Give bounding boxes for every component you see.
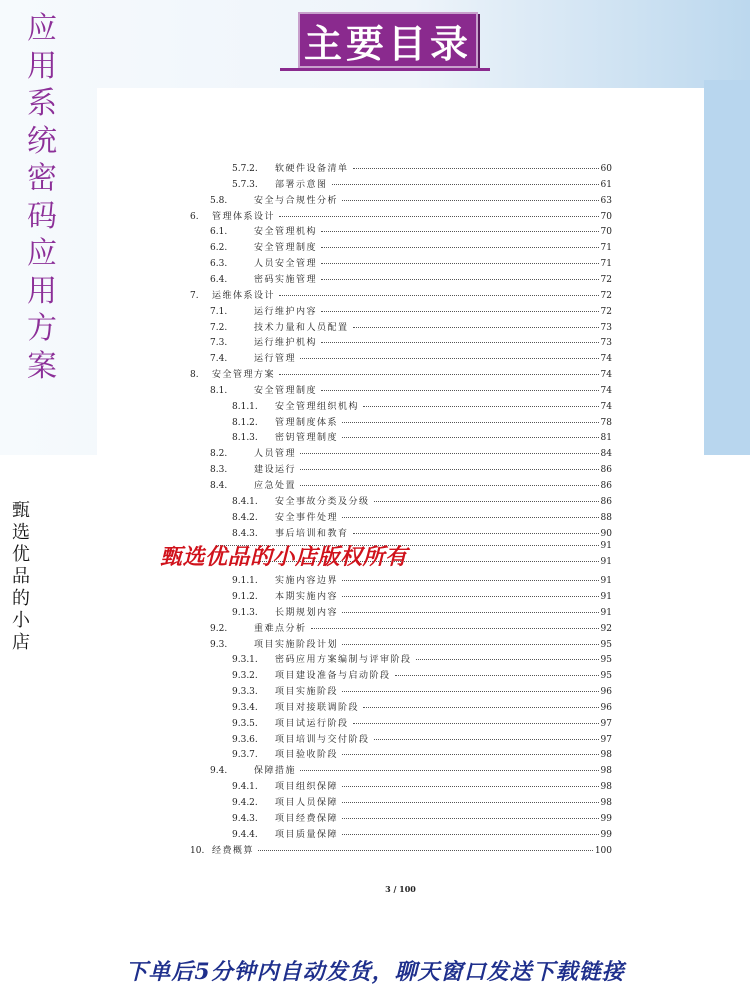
toc-title: 管理制度体系 [275, 417, 339, 428]
toc-number: 7.4. [210, 354, 228, 365]
toc-number: 7. [190, 290, 199, 301]
toc-number: 9.3. [210, 639, 228, 650]
toc-leader-dots [311, 628, 599, 629]
toc-leader-dots [300, 770, 599, 771]
toc-row[interactable] [232, 811, 612, 827]
toc-page-number: 71 [600, 259, 612, 270]
toc-row[interactable] [232, 700, 612, 716]
toc-page-number: 100 [594, 845, 612, 856]
toc-number: 9.3.4. [232, 702, 258, 713]
toc-title: 本期实施内容 [275, 591, 339, 602]
toc-title: 建设运行 [254, 465, 297, 476]
toc-leader-dots [279, 295, 599, 296]
toc-leader-dots [363, 406, 599, 407]
toc-row[interactable] [232, 747, 612, 763]
toc-page-number: 86 [600, 481, 612, 491]
toc-page-number: 70 [600, 227, 612, 238]
toc-number: 8.4. [210, 481, 228, 491]
toc-number: 7.3. [210, 338, 228, 349]
toc-title: 应急处置 [254, 481, 297, 491]
shop-name-char: 小 [12, 610, 30, 631]
toc-page-number: 95 [600, 655, 612, 666]
toc-row[interactable] [210, 621, 612, 637]
toc-title: 密钥管理制度 [275, 433, 339, 444]
toc-row[interactable] [210, 256, 612, 272]
toc-number: 9.3.3. [232, 687, 258, 698]
toc-number: 8.1.2. [232, 417, 258, 428]
toc-number: 9.3.6. [232, 734, 258, 745]
toc-leader-dots [363, 707, 599, 708]
toc-leader-dots [332, 184, 599, 185]
header-title: 主要目录 [303, 21, 472, 66]
toc-leader-dots [374, 501, 599, 502]
toc-row[interactable] [210, 446, 612, 462]
toc-page-number: 63 [600, 195, 612, 206]
toc-row[interactable] [210, 383, 612, 399]
toc-number: 6.2. [210, 243, 228, 254]
toc-page-number: 96 [600, 687, 612, 698]
toc-leader-dots [342, 786, 599, 787]
toc-title: 安全事件处理 [275, 512, 339, 523]
toc-row[interactable] [232, 415, 612, 431]
toc-leader-dots [258, 850, 593, 851]
shop-name-char: 选 [12, 522, 30, 543]
toc-row[interactable] [210, 637, 612, 653]
toc-number: 8.1.3. [232, 433, 258, 444]
toc-number: 6. [190, 211, 199, 222]
toc-row[interactable] [210, 335, 612, 351]
toc-number: 8.1.1. [232, 401, 258, 412]
toc-row[interactable] [232, 827, 612, 843]
toc-leader-dots [342, 691, 599, 692]
toc-row[interactable] [232, 684, 612, 700]
watermark-text: 甄选优品的小店版权所有 [160, 545, 408, 570]
toc-page-number: 72 [600, 290, 612, 301]
toc-title: 部署示意图 [275, 179, 328, 190]
toc-page-number: 97 [600, 718, 612, 729]
toc-number: 7.1. [210, 306, 228, 317]
toc-leader-dots [342, 517, 599, 518]
bottom-notice: 下单后5分钟内自动发货，聊天窗口发送下载链接 [125, 959, 625, 985]
toc-page-number: 95 [600, 639, 612, 650]
toc-page-number: 74 [600, 354, 612, 365]
toc-number: 9.4.3. [232, 813, 258, 824]
toc-number: 8. [190, 370, 199, 381]
toc-leader-dots [321, 247, 599, 248]
toc-page-number: 97 [600, 734, 612, 745]
toc-leader-dots [342, 612, 599, 613]
toc-page-number: 98 [600, 750, 612, 761]
toc-title: 人员安全管理 [254, 259, 318, 270]
toc-page-number: 71 [600, 243, 612, 254]
side-title-char: 应 [27, 11, 57, 46]
toc-number: 10. [190, 845, 205, 856]
toc-title: 项目培训与交付阶段 [275, 734, 370, 745]
toc-row[interactable] [232, 732, 612, 748]
toc-page-number: 74 [600, 401, 612, 412]
toc-row[interactable] [190, 367, 612, 383]
document-page [97, 88, 704, 918]
toc-title: 管理体系设计 [212, 211, 276, 222]
side-title-char: 码 [27, 198, 57, 234]
toc-number: 6.1. [210, 227, 228, 238]
toc-leader-dots [321, 263, 599, 264]
toc-title: 运行维护机构 [254, 338, 318, 349]
side-title-char: 统 [27, 123, 57, 159]
toc-leader-dots [353, 327, 599, 328]
side-title-char: 应 [27, 236, 57, 271]
toc-page-number: 74 [600, 370, 612, 381]
toc-number: 8.4.2. [232, 512, 258, 523]
toc-title: 技术力量和人员配置 [254, 322, 349, 333]
side-title-char: 用 [27, 273, 57, 309]
toc-row[interactable] [232, 605, 612, 621]
toc-leader-dots [321, 231, 599, 232]
toc-row[interactable] [190, 288, 612, 304]
toc-page-number: 99 [600, 813, 612, 824]
toc-page-number: 61 [600, 179, 612, 190]
toc-title: 运行维护内容 [254, 306, 318, 317]
toc-row[interactable] [210, 478, 612, 494]
toc-page-number: 99 [600, 829, 612, 840]
toc-leader-dots [300, 485, 599, 486]
toc-row[interactable] [232, 795, 612, 811]
side-title-char: 案 [27, 348, 57, 384]
toc-title: 经费概算 [212, 845, 255, 856]
side-title-char: 密 [27, 161, 57, 196]
toc-leader-dots [321, 342, 599, 343]
toc-number: 9.1.1. [232, 576, 258, 587]
toc-number: 6.3. [210, 259, 228, 270]
toc-number: 9.4.2. [232, 798, 258, 808]
side-title-char: 用 [27, 48, 57, 84]
toc-row[interactable] [232, 716, 612, 732]
toc-leader-dots [279, 216, 599, 217]
toc-page-number: 72 [600, 274, 612, 285]
toc-page-number: 95 [600, 671, 612, 682]
header-underline [280, 68, 490, 71]
toc-number: 9.2. [210, 623, 228, 634]
toc-row[interactable] [232, 510, 612, 526]
toc-leader-dots [342, 834, 599, 835]
toc-number: 8.4.3. [232, 528, 258, 539]
toc-number: 5.8. [210, 195, 228, 206]
toc-page-number: 86 [600, 465, 612, 476]
shop-name-char: 优 [12, 544, 30, 565]
toc-number: 8.2. [210, 449, 228, 460]
toc-leader-dots [353, 168, 599, 169]
toc-leader-dots [395, 675, 599, 676]
toc-number: 9.3.7. [232, 750, 258, 761]
toc-title: 项目建设准备与启动阶段 [275, 671, 391, 682]
toc-title: 软硬件设备清单 [275, 164, 349, 174]
toc-leader-dots [353, 723, 599, 724]
toc-leader-dots [300, 469, 599, 470]
toc-leader-dots [416, 659, 599, 660]
toc-title: 安全管理机构 [254, 227, 318, 238]
toc-number: 9.1.2. [232, 591, 258, 602]
toc-row[interactable] [210, 193, 612, 209]
toc-page-number: 72 [600, 306, 612, 317]
toc-row[interactable] [210, 462, 612, 478]
shop-name-char: 甄 [12, 500, 30, 521]
toc-row[interactable] [232, 161, 612, 177]
toc-page-number: 84 [600, 449, 612, 460]
toc-title: 运行管理 [254, 354, 297, 365]
toc-title: 安全管理方案 [212, 370, 276, 381]
toc-title: 安全管理制度 [254, 243, 318, 254]
toc-row[interactable] [232, 177, 612, 193]
toc-row[interactable] [210, 240, 612, 256]
toc-title: 项目人员保障 [275, 798, 339, 808]
side-title-char: 系 [27, 86, 57, 121]
toc-number: 6.4. [210, 274, 228, 285]
toc-number: 8.3. [210, 465, 228, 476]
vertical-shop-name [8, 500, 34, 654]
toc-row[interactable] [232, 430, 612, 446]
toc-row[interactable] [210, 304, 612, 320]
toc-title: 安全管理组织机构 [275, 401, 360, 412]
toc-leader-dots [342, 644, 599, 645]
toc-title: 密码应用方案编制与评审阶段 [275, 655, 412, 666]
toc-page-number: 73 [600, 338, 612, 349]
toc-number: 9.3.2. [232, 671, 258, 682]
header-title-badge [298, 12, 478, 68]
toc-page-number: 73 [600, 322, 612, 333]
toc-page-number: 90 [600, 528, 612, 539]
shop-name-char: 品 [12, 566, 30, 587]
toc-title: 安全与合规性分析 [254, 195, 339, 206]
toc-row[interactable] [210, 763, 612, 779]
toc-title: 项目组织保障 [275, 782, 339, 793]
shop-name-char: 的 [12, 588, 30, 609]
toc-title: 安全事故分类及分级 [275, 496, 370, 507]
toc-title: 项目对接联调阶段 [275, 702, 360, 713]
toc-leader-dots [342, 754, 599, 755]
toc-number: 9.3.5. [232, 718, 258, 729]
toc-title: 保障措施 [254, 766, 297, 777]
toc-leader-dots [321, 390, 599, 391]
toc-row[interactable] [232, 652, 612, 668]
toc-page-number: 92 [600, 623, 612, 634]
toc-page-number: 74 [600, 385, 612, 396]
toc-page-number: 98 [600, 798, 612, 808]
toc-page-number: 91 [600, 541, 612, 552]
toc-leader-dots [342, 596, 599, 597]
toc-page-number: 91 [600, 576, 612, 587]
toc-row[interactable] [232, 494, 612, 510]
toc-page-number: 96 [600, 702, 612, 713]
toc-title: 运维体系设计 [212, 290, 276, 301]
toc-leader-dots [279, 374, 599, 375]
toc-leader-dots [321, 311, 599, 312]
toc-leader-dots [342, 422, 599, 423]
toc-title: 项目实施阶段计划 [254, 639, 339, 650]
side-title-char: 方 [27, 311, 57, 346]
page-number-footer: 3 / 100 [385, 884, 416, 894]
toc-title: 实施内容边界 [275, 576, 339, 587]
toc-row[interactable] [210, 351, 612, 367]
toc-leader-dots [374, 739, 599, 740]
toc-page-number: 86 [600, 496, 612, 507]
toc-title: 项目质量保障 [275, 829, 339, 840]
toc-row[interactable] [232, 573, 612, 589]
toc-title: 事后培训和教育 [275, 528, 349, 539]
toc-title: 长期规划内容 [275, 607, 339, 618]
toc-row[interactable] [210, 320, 612, 336]
toc-leader-dots [342, 802, 599, 803]
toc-leader-dots [342, 818, 599, 819]
toc-number: 9.1.3. [232, 607, 258, 618]
toc-page-number: 91 [600, 557, 612, 568]
toc-leader-dots [300, 358, 599, 359]
toc-row[interactable] [232, 399, 612, 415]
toc-row[interactable] [210, 224, 612, 240]
toc-title: 项目验收阶段 [275, 750, 339, 761]
toc-number: 8.1. [210, 385, 228, 396]
toc-title: 项目实施阶段 [275, 687, 339, 698]
toc-number: 9.4.4. [232, 829, 258, 840]
toc-title: 人员管理 [254, 449, 297, 460]
toc-number: 9.3.1. [232, 655, 258, 666]
toc-page-number: 91 [600, 607, 612, 618]
toc-page-number: 78 [600, 417, 612, 428]
toc-number: 7.2. [210, 322, 228, 333]
toc-leader-dots [300, 453, 599, 454]
toc-number: 5.7.3. [232, 179, 258, 190]
toc-leader-dots [321, 279, 599, 280]
toc-page-number: 70 [600, 211, 612, 222]
toc-number: 9.4.1. [232, 782, 258, 793]
toc-row[interactable] [232, 589, 612, 605]
toc-row[interactable] [210, 272, 612, 288]
toc-number: 9.4. [210, 766, 228, 777]
toc-row[interactable] [190, 209, 612, 225]
toc-title: 项目试运行阶段 [275, 718, 349, 729]
toc-page-number: 91 [600, 591, 612, 602]
toc-title: 项目经费保障 [275, 813, 339, 824]
right-blue-band [704, 80, 750, 455]
toc-page-number: 60 [600, 164, 612, 174]
toc-row[interactable] [232, 668, 612, 684]
toc-page-number: 81 [600, 433, 612, 444]
toc-page-number: 98 [600, 766, 612, 777]
toc-title: 重难点分析 [254, 623, 307, 634]
toc-title: 安全管理制度 [254, 385, 318, 396]
toc-row[interactable] [190, 843, 612, 859]
toc-leader-dots [353, 533, 599, 534]
toc-number: 5.7.2. [232, 164, 258, 174]
toc-page-number: 88 [600, 512, 612, 523]
toc-page-number: 98 [600, 782, 612, 793]
toc-number: 8.4.1. [232, 496, 258, 507]
toc-leader-dots [342, 200, 599, 201]
vertical-side-title [24, 10, 60, 385]
toc-title: 密码实施管理 [254, 274, 318, 285]
shop-name-char: 店 [12, 632, 30, 653]
toc-leader-dots [342, 437, 599, 438]
toc-row[interactable] [232, 779, 612, 795]
toc-leader-dots [342, 580, 599, 581]
